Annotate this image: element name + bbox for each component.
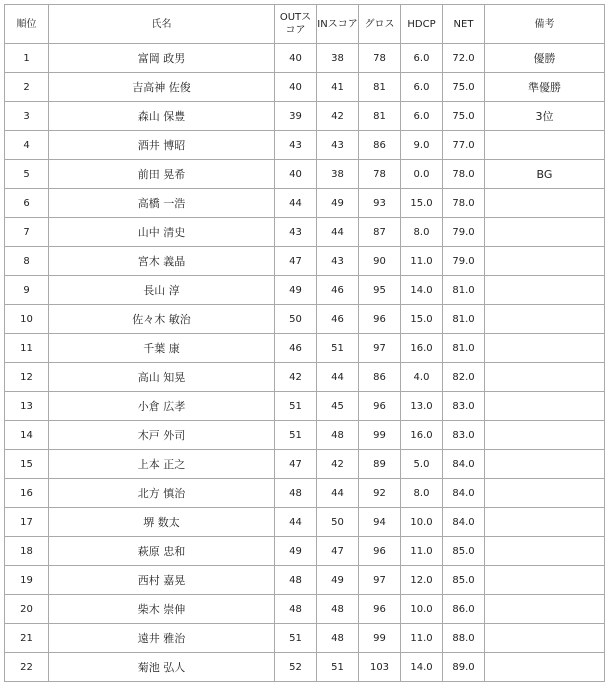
cell-in: 41 xyxy=(317,73,359,102)
cell-name: 木戸 外司 xyxy=(49,421,275,450)
cell-out: 50 xyxy=(275,305,317,334)
cell-hdcp: 16.0 xyxy=(401,421,443,450)
cell-rank: 1 xyxy=(5,44,49,73)
cell-name: 遠井 雅治 xyxy=(49,624,275,653)
cell-gross: 78 xyxy=(359,160,401,189)
cell-out: 44 xyxy=(275,508,317,537)
cell-hdcp: 12.0 xyxy=(401,566,443,595)
cell-note: 準優勝 xyxy=(485,73,605,102)
cell-in: 42 xyxy=(317,450,359,479)
cell-out: 51 xyxy=(275,392,317,421)
cell-rank: 18 xyxy=(5,537,49,566)
cell-hdcp: 15.0 xyxy=(401,189,443,218)
cell-note: BG xyxy=(485,160,605,189)
cell-rank: 10 xyxy=(5,305,49,334)
cell-name: 北方 慎治 xyxy=(49,479,275,508)
cell-hdcp: 11.0 xyxy=(401,624,443,653)
cell-in: 42 xyxy=(317,102,359,131)
cell-net: 75.0 xyxy=(443,102,485,131)
cell-rank: 3 xyxy=(5,102,49,131)
table-row xyxy=(5,131,605,160)
table-row xyxy=(5,595,605,624)
cell-rank: 9 xyxy=(5,276,49,305)
cell-rank: 12 xyxy=(5,363,49,392)
cell-in: 48 xyxy=(317,421,359,450)
cell-net: 82.0 xyxy=(443,363,485,392)
cell-net: 84.0 xyxy=(443,450,485,479)
cell-out: 51 xyxy=(275,421,317,450)
header-net: NET xyxy=(443,5,485,44)
cell-name: 富岡 政男 xyxy=(49,44,275,73)
table-row xyxy=(5,276,605,305)
cell-net: 85.0 xyxy=(443,566,485,595)
cell-net: 75.0 xyxy=(443,73,485,102)
table-row xyxy=(5,189,605,218)
cell-gross: 97 xyxy=(359,334,401,363)
cell-in: 38 xyxy=(317,44,359,73)
cell-rank: 5 xyxy=(5,160,49,189)
cell-note xyxy=(485,421,605,450)
cell-net: 77.0 xyxy=(443,131,485,160)
cell-hdcp: 6.0 xyxy=(401,102,443,131)
cell-gross: 99 xyxy=(359,624,401,653)
cell-gross: 94 xyxy=(359,508,401,537)
cell-name: 柴木 崇伸 xyxy=(49,595,275,624)
header-rank: 順位 xyxy=(5,5,49,44)
cell-out: 43 xyxy=(275,218,317,247)
cell-gross: 87 xyxy=(359,218,401,247)
cell-rank: 6 xyxy=(5,189,49,218)
cell-hdcp: 6.0 xyxy=(401,44,443,73)
cell-hdcp: 8.0 xyxy=(401,218,443,247)
cell-in: 49 xyxy=(317,189,359,218)
table-row xyxy=(5,566,605,595)
cell-net: 83.0 xyxy=(443,392,485,421)
header-note: 備考 xyxy=(485,5,605,44)
cell-net: 78.0 xyxy=(443,189,485,218)
cell-out: 48 xyxy=(275,479,317,508)
cell-in: 44 xyxy=(317,218,359,247)
cell-out: 43 xyxy=(275,131,317,160)
cell-name: 西村 嘉晃 xyxy=(49,566,275,595)
cell-note: 優勝 xyxy=(485,44,605,73)
cell-in: 38 xyxy=(317,160,359,189)
cell-in: 43 xyxy=(317,247,359,276)
cell-note xyxy=(485,363,605,392)
cell-rank: 8 xyxy=(5,247,49,276)
cell-net: 84.0 xyxy=(443,508,485,537)
cell-gross: 99 xyxy=(359,421,401,450)
table-row xyxy=(5,73,605,102)
cell-out: 52 xyxy=(275,653,317,682)
cell-rank: 16 xyxy=(5,479,49,508)
cell-net: 83.0 xyxy=(443,421,485,450)
cell-note xyxy=(485,653,605,682)
cell-name: 高山 知晃 xyxy=(49,363,275,392)
cell-rank: 11 xyxy=(5,334,49,363)
cell-in: 44 xyxy=(317,479,359,508)
cell-name: 上本 正之 xyxy=(49,450,275,479)
cell-note xyxy=(485,218,605,247)
cell-out: 40 xyxy=(275,73,317,102)
cell-net: 81.0 xyxy=(443,276,485,305)
cell-note: 3位 xyxy=(485,102,605,131)
table-row xyxy=(5,653,605,682)
cell-out: 48 xyxy=(275,595,317,624)
cell-rank: 15 xyxy=(5,450,49,479)
table-row xyxy=(5,247,605,276)
cell-gross: 96 xyxy=(359,305,401,334)
cell-note xyxy=(485,247,605,276)
cell-out: 46 xyxy=(275,334,317,363)
cell-gross: 97 xyxy=(359,566,401,595)
cell-rank: 2 xyxy=(5,73,49,102)
cell-gross: 86 xyxy=(359,131,401,160)
cell-in: 44 xyxy=(317,363,359,392)
cell-note xyxy=(485,479,605,508)
cell-rank: 22 xyxy=(5,653,49,682)
cell-rank: 21 xyxy=(5,624,49,653)
cell-name: 長山 淳 xyxy=(49,276,275,305)
cell-hdcp: 0.0 xyxy=(401,160,443,189)
cell-name: 高橋 一浩 xyxy=(49,189,275,218)
cell-note xyxy=(485,131,605,160)
cell-out: 47 xyxy=(275,450,317,479)
cell-note xyxy=(485,450,605,479)
cell-gross: 95 xyxy=(359,276,401,305)
cell-name: 宮木 義晶 xyxy=(49,247,275,276)
cell-in: 48 xyxy=(317,595,359,624)
results-table xyxy=(4,4,605,682)
table-row xyxy=(5,363,605,392)
cell-hdcp: 8.0 xyxy=(401,479,443,508)
cell-hdcp: 14.0 xyxy=(401,653,443,682)
cell-in: 48 xyxy=(317,624,359,653)
cell-rank: 14 xyxy=(5,421,49,450)
header-name: 氏名 xyxy=(49,5,275,44)
cell-out: 40 xyxy=(275,44,317,73)
cell-gross: 92 xyxy=(359,479,401,508)
table-row xyxy=(5,421,605,450)
cell-out: 42 xyxy=(275,363,317,392)
cell-rank: 13 xyxy=(5,392,49,421)
cell-name: 吉高神 佐俊 xyxy=(49,73,275,102)
cell-in: 51 xyxy=(317,653,359,682)
cell-note xyxy=(485,189,605,218)
cell-gross: 86 xyxy=(359,363,401,392)
cell-rank: 7 xyxy=(5,218,49,247)
cell-net: 86.0 xyxy=(443,595,485,624)
cell-net: 89.0 xyxy=(443,653,485,682)
cell-rank: 17 xyxy=(5,508,49,537)
cell-name: 佐々木 敏治 xyxy=(49,305,275,334)
cell-rank: 20 xyxy=(5,595,49,624)
cell-gross: 89 xyxy=(359,450,401,479)
table-body xyxy=(5,44,605,682)
table-row xyxy=(5,160,605,189)
cell-note xyxy=(485,566,605,595)
cell-gross: 96 xyxy=(359,537,401,566)
cell-in: 45 xyxy=(317,392,359,421)
cell-out: 44 xyxy=(275,189,317,218)
cell-out: 49 xyxy=(275,537,317,566)
cell-note xyxy=(485,624,605,653)
header-out: OUTスコア xyxy=(275,5,317,44)
cell-name: 小倉 広孝 xyxy=(49,392,275,421)
table-row xyxy=(5,334,605,363)
cell-gross: 96 xyxy=(359,392,401,421)
cell-name: 山中 清史 xyxy=(49,218,275,247)
cell-hdcp: 11.0 xyxy=(401,247,443,276)
cell-in: 51 xyxy=(317,334,359,363)
cell-in: 49 xyxy=(317,566,359,595)
cell-in: 46 xyxy=(317,276,359,305)
cell-hdcp: 10.0 xyxy=(401,508,443,537)
header-in: INスコア xyxy=(317,5,359,44)
cell-note xyxy=(485,276,605,305)
cell-name: 前田 晃希 xyxy=(49,160,275,189)
cell-net: 79.0 xyxy=(443,218,485,247)
cell-name: 千葉 康 xyxy=(49,334,275,363)
cell-note xyxy=(485,334,605,363)
cell-hdcp: 16.0 xyxy=(401,334,443,363)
cell-hdcp: 10.0 xyxy=(401,595,443,624)
cell-out: 47 xyxy=(275,247,317,276)
cell-net: 84.0 xyxy=(443,479,485,508)
cell-hdcp: 15.0 xyxy=(401,305,443,334)
cell-gross: 78 xyxy=(359,44,401,73)
table-row xyxy=(5,479,605,508)
table-row xyxy=(5,537,605,566)
cell-name: 堺 数太 xyxy=(49,508,275,537)
cell-in: 47 xyxy=(317,537,359,566)
cell-note xyxy=(485,595,605,624)
cell-name: 萩原 忠和 xyxy=(49,537,275,566)
cell-gross: 90 xyxy=(359,247,401,276)
table-row xyxy=(5,305,605,334)
cell-hdcp: 6.0 xyxy=(401,73,443,102)
cell-out: 49 xyxy=(275,276,317,305)
cell-gross: 103 xyxy=(359,653,401,682)
cell-rank: 4 xyxy=(5,131,49,160)
cell-net: 85.0 xyxy=(443,537,485,566)
cell-in: 43 xyxy=(317,131,359,160)
table-row xyxy=(5,450,605,479)
table-row xyxy=(5,508,605,537)
cell-hdcp: 13.0 xyxy=(401,392,443,421)
cell-in: 46 xyxy=(317,305,359,334)
cell-gross: 81 xyxy=(359,102,401,131)
cell-gross: 96 xyxy=(359,595,401,624)
cell-hdcp: 11.0 xyxy=(401,537,443,566)
cell-note xyxy=(485,392,605,421)
cell-hdcp: 4.0 xyxy=(401,363,443,392)
cell-net: 79.0 xyxy=(443,247,485,276)
cell-net: 88.0 xyxy=(443,624,485,653)
table-row xyxy=(5,102,605,131)
table-row xyxy=(5,218,605,247)
header-hdcp: HDCP xyxy=(401,5,443,44)
cell-hdcp: 9.0 xyxy=(401,131,443,160)
table-row xyxy=(5,624,605,653)
cell-out: 40 xyxy=(275,160,317,189)
cell-name: 酒井 博昭 xyxy=(49,131,275,160)
cell-out: 48 xyxy=(275,566,317,595)
cell-note xyxy=(485,537,605,566)
cell-name: 森山 保豊 xyxy=(49,102,275,131)
cell-net: 81.0 xyxy=(443,305,485,334)
table-row xyxy=(5,44,605,73)
cell-hdcp: 5.0 xyxy=(401,450,443,479)
cell-net: 81.0 xyxy=(443,334,485,363)
cell-net: 72.0 xyxy=(443,44,485,73)
table-row xyxy=(5,392,605,421)
cell-name: 菊池 弘人 xyxy=(49,653,275,682)
cell-net: 78.0 xyxy=(443,160,485,189)
header-gross: グロス xyxy=(359,5,401,44)
cell-out: 51 xyxy=(275,624,317,653)
cell-rank: 19 xyxy=(5,566,49,595)
cell-gross: 81 xyxy=(359,73,401,102)
cell-note xyxy=(485,508,605,537)
cell-hdcp: 14.0 xyxy=(401,276,443,305)
cell-gross: 93 xyxy=(359,189,401,218)
cell-note xyxy=(485,305,605,334)
cell-in: 50 xyxy=(317,508,359,537)
header-row xyxy=(5,5,605,44)
cell-out: 39 xyxy=(275,102,317,131)
